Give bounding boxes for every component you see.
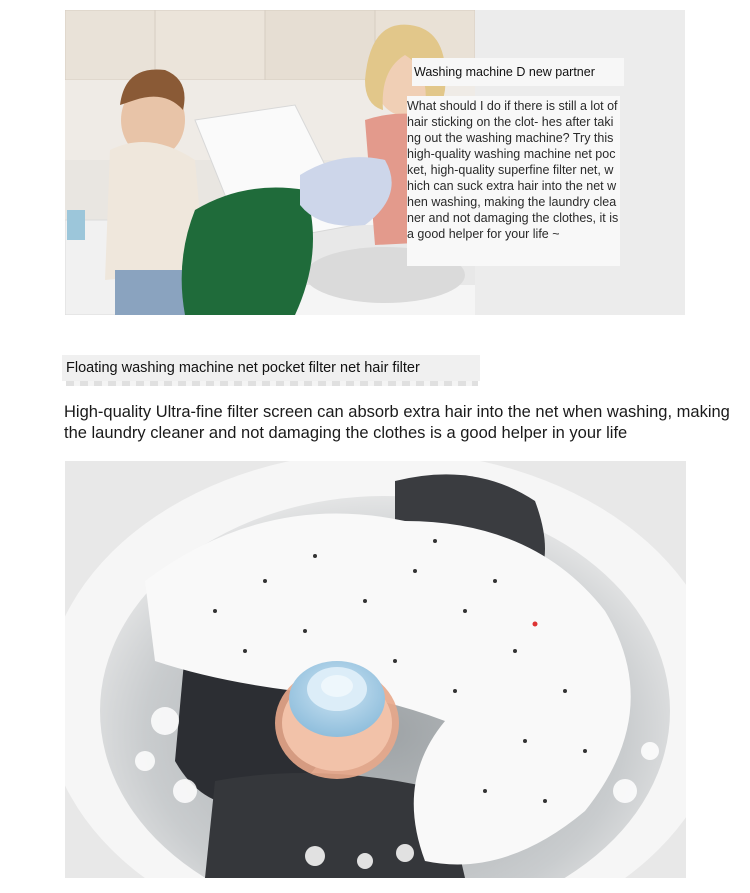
product-title-reflection: [66, 381, 478, 386]
hero-caption-title: Washing machine D new partner: [412, 58, 624, 86]
product-title: Floating washing machine net pocket filter net hair filter: [62, 355, 480, 381]
product-description: High-quality Ultra-fine filter screen can absorb extra hair into the net when washing, making the laundry cleaner and not damaging the clothes is a good helper in your life: [64, 403, 730, 442]
hero-caption-body: What should I do if there is still a lot of hair sticking on the clot- hes after taking out the washing machine? Try this high-quality washing machine net pocket, high-quality superfine filter net, which can suck extra hair into the net when washing, making the laundry cleaner and not damaging the clothes, it is a good helper for your life ~: [407, 96, 620, 266]
washer-photo: [65, 461, 686, 878]
washer-illustration: [65, 461, 686, 878]
